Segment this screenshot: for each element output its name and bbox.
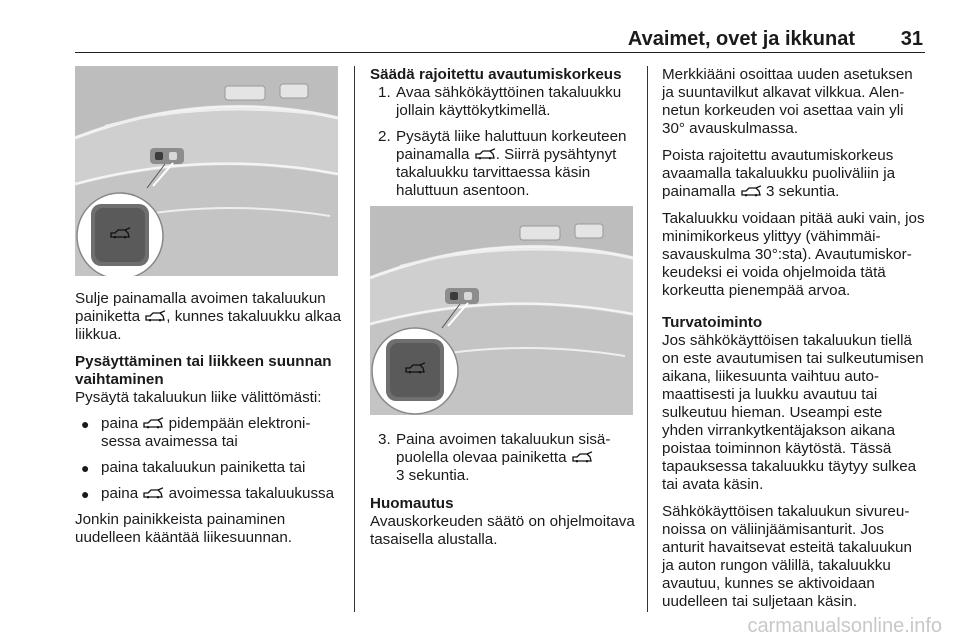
text-run: 3 sekuntia. xyxy=(396,467,470,484)
column-divider xyxy=(354,66,355,612)
text-run: Poista rajoitettu avautumiskorkeus avaamalla takaluukku puoliväliin ja painamalla xyxy=(662,147,896,200)
text-run: Avaa sähkökäyttöinen takaluukku jollain käyttökytkimellä. xyxy=(396,84,622,119)
paragraph xyxy=(662,147,927,201)
column-right xyxy=(662,66,927,620)
step-list xyxy=(370,431,635,485)
tailgate-icon xyxy=(144,310,166,322)
list-item xyxy=(75,485,345,503)
column-left xyxy=(75,290,345,556)
paragraph xyxy=(75,290,345,344)
paragraph: Jos sähkökäyttöisen takaluukun tiellä on este avautumisen tai sulkeutumisen aikana, liikesuunta vaihtuu automaattisesti ja luukku avautuu tai sulkeutuu hieman. Useampi este yhden virrankytkentäjakson aikana poistaa toiminnon käytöstä. Tässä tapauksessa takaluukku täytyy sulkea tai avata käsin. xyxy=(662,332,924,493)
tailgate-illustration xyxy=(370,206,633,415)
bullet-icon: ● xyxy=(81,460,90,476)
list-item xyxy=(75,459,345,477)
text-run: Paina avoimen takaluukun sisäpuolella olevaa painiketta xyxy=(396,431,611,466)
text-run: avoimessa takaluukussa xyxy=(168,485,335,502)
list-item xyxy=(370,431,635,485)
column-divider xyxy=(647,66,648,612)
page-number: 31 xyxy=(900,28,923,50)
paragraph: Sähkökäyttöisen takaluukun sivureunoissa on väliinjäämisanturit. Jos anturit havaitsevat esteitä takaluukun ja auton rungon välillä, takaluukku avautuu, kunnes se aktivoidaan uudelleen tai suljetaan käsin. xyxy=(662,503,912,610)
list-item xyxy=(370,128,635,200)
page-header xyxy=(75,22,925,53)
list-item xyxy=(370,84,635,120)
text-run: paina takaluukun painiketta tai xyxy=(101,459,306,476)
section-heading: Säädä rajoitettu avautumiskorkeus xyxy=(370,66,622,83)
tailgate-icon xyxy=(740,185,762,197)
note-heading: Huomautus xyxy=(370,495,454,512)
paragraph: Jonkin painikkeista painaminen uudelleen kääntää liikesuunnan. xyxy=(75,511,293,546)
section-heading: Turvatoiminto xyxy=(662,314,763,331)
paragraph: Pysäytä takaluukun liike välittömästi: xyxy=(75,389,322,406)
paragraph: Takaluukku voidaan pitää auki vain, jos minimikorkeus ylittyy (vähimmäisavauskulma 30°:sta). Avautumiskorkeudeksi ei voida ohjelmoida tätä korkeutta pienempää arvoa. xyxy=(662,210,925,299)
bullet-icon: ● xyxy=(81,486,90,502)
page-title: Avaimet, ovet ja ikkunat xyxy=(627,28,855,50)
section-heading: Pysäyttäminen tai liikkeen suunnan vaihtaminen xyxy=(75,353,332,388)
tailgate-illustration xyxy=(75,66,338,276)
tailgate-icon xyxy=(142,487,164,499)
tailgate-icon xyxy=(142,417,164,429)
step-number: 1. xyxy=(378,84,391,101)
bullet-list xyxy=(75,415,345,503)
text-run: 3 sekuntia. xyxy=(765,183,840,200)
text-run: Pysäytä liike haluttuun korkeuteen painamalla xyxy=(396,128,627,163)
note-text: Avauskorkeuden säätö on ohjelmoitava tasaisella alustalla. xyxy=(370,513,635,548)
text-run: , kunnes takaluukku alkaa liikkua. xyxy=(75,308,342,343)
step-number: 3. xyxy=(378,431,391,448)
step-number: 2. xyxy=(378,128,391,145)
text-run: . Siirrä pysähtynyt takaluukku tarvittaessa käsin haluttuun asentoon. xyxy=(396,146,617,199)
step-list xyxy=(370,84,635,200)
text-run: Sulje painamalla avoimen takaluukun painiketta xyxy=(75,290,326,325)
text-run: paina xyxy=(101,415,139,432)
tailgate-icon xyxy=(571,451,593,463)
tailgate-icon xyxy=(474,148,496,160)
list-item xyxy=(75,415,345,451)
column-middle-lower xyxy=(370,431,635,558)
watermark: carmanualsonline.info xyxy=(747,615,942,637)
paragraph: Merkkiääni osoittaa uuden asetuksen ja suuntavilkut alkavat vilkkua. Alennetun korkeuden voi asettaa vain yli 30° avauskulmassa. xyxy=(662,66,913,137)
bullet-icon: ● xyxy=(81,416,90,432)
column-middle xyxy=(370,66,635,208)
text-run: paina xyxy=(101,485,139,502)
text-run: pidempään elektronisessa avaimessa tai xyxy=(101,415,311,450)
